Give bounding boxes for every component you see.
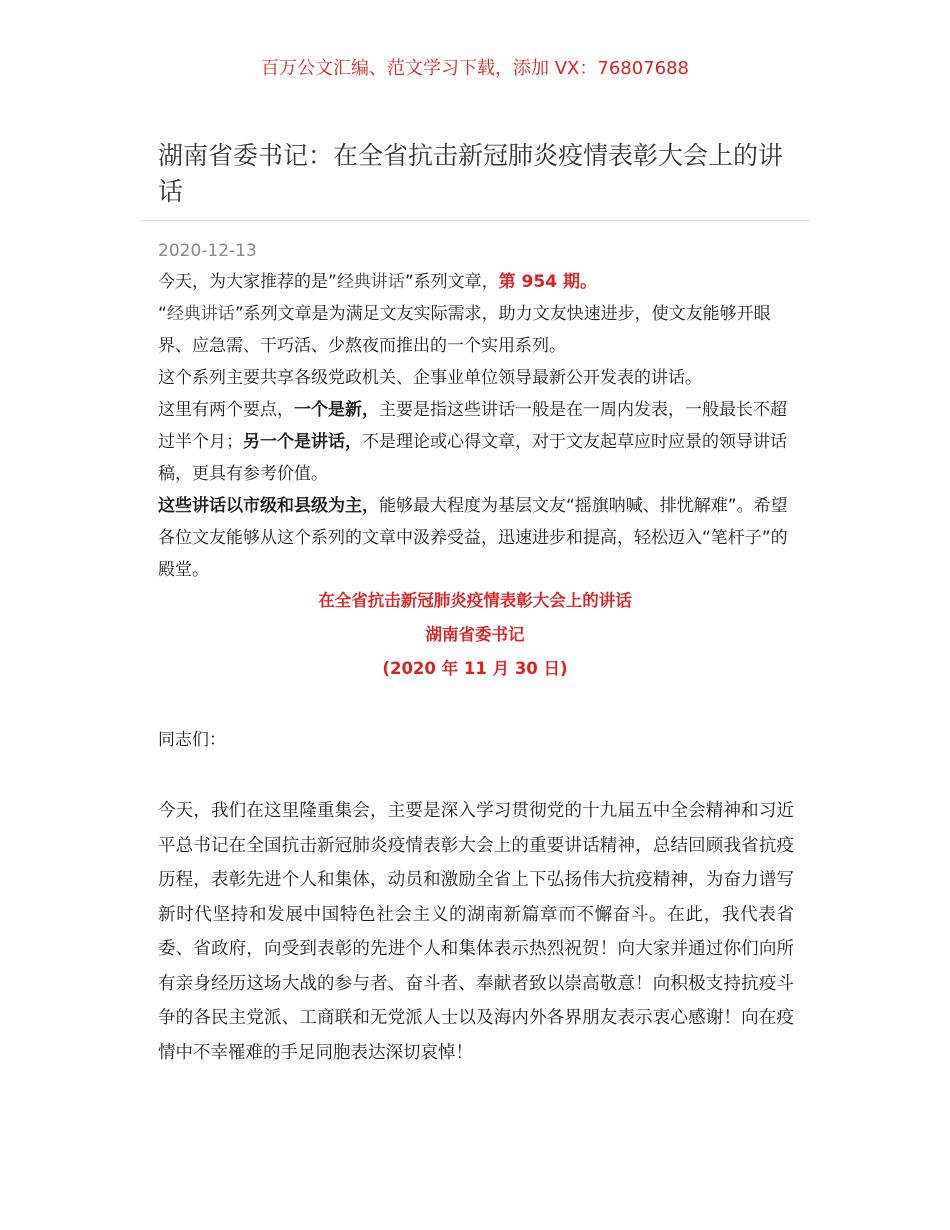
series-name: 经典讲话 [166, 304, 235, 324]
salutation: 同志们： [158, 730, 226, 750]
intro-paragraph-2: “经典讲话”系列文章是为满足文友实际需求，助力文友快速进步，使文友能够开眼界、应急需、干巧活、少熬夜而推出的一个实用系列。 [158, 304, 771, 356]
series-name: 经典讲话 [336, 272, 405, 292]
speech-date: (2020 年 11 月 30 日) [382, 659, 568, 678]
speech-speaker: 湖南省委书记 [425, 625, 525, 644]
title-divider [140, 220, 810, 221]
series-intro [158, 266, 794, 586]
issue-number: 第 954 期。 [498, 272, 597, 292]
intro-paragraph-3: 这个系列主要共享各级党政机关、企事业单位领导最新公开发表的讲话。 [158, 368, 702, 388]
key-point-new: 一个是新， [294, 400, 379, 420]
intro-paragraph-4: 这里有两个要点，一个是新，主要是指这些讲话一般是在一周内发表，一般最长不超过半个月；另一个是讲话，不是理论或心得文章，对于文友起草应时应景的领导讲话稿，更具有参考价值。 [158, 400, 787, 484]
intro-paragraph-5: 这些讲话以市级和县级为主，能够最大程度为基层文友“摇旗呐喊、排忧解难”。希望各位文友能够从这个系列的文章中汲养受益，迅速进步和提高，轻松迈入“笔杆子”的殿堂。 [158, 496, 788, 580]
speech-heading: 在全省抗击新冠肺炎疫情表彰大会上的讲话 [318, 591, 632, 610]
speech-paragraph: 今天，我们在这里隆重集会，主要是深入学习贯彻党的十九届五中全会精神和习近平总书记在全国抗击新冠肺炎疫情表彰大会上的重要讲话精神，总结回顾我省抗疫历程，表彰先进个人和集体，动员和激励全省上下弘扬伟大抗疫精神，为奋力谱写新时代坚持和发展中国特色社会主义的湖南新篇章而不懈奋斗。在此，我代表省委、省政府，向受到表彰的先进个人和集体表示热烈祝贺！向大家并通过你们向所有亲身经历这场大战的参与者、奋斗者、奉献者致以崇高敬意！向积极支持抗疫斗争的各民主党派、工商联和无党派人士以及海内外各界朋友表示衷心感谢！向在疫情中不幸罹难的手足同胞表达深切哀悼！ [158, 801, 794, 1063]
intro-paragraph-1: 今天，为大家推荐的是”经典讲话”系列文章，第 954 期。 [158, 272, 597, 292]
article-title: 湖南省委书记：在全省抗击新冠肺炎疫情表彰大会上的讲话 [158, 141, 784, 206]
promo-banner: 百万公文汇编、范文学习下载，添加 VX：76807688 [261, 58, 689, 79]
publish-date: 2020-12-13 [158, 241, 257, 261]
key-point-level: 这些讲话以市级和县级为主， [158, 496, 379, 516]
key-point-speech: 另一个是讲话， [243, 432, 362, 452]
